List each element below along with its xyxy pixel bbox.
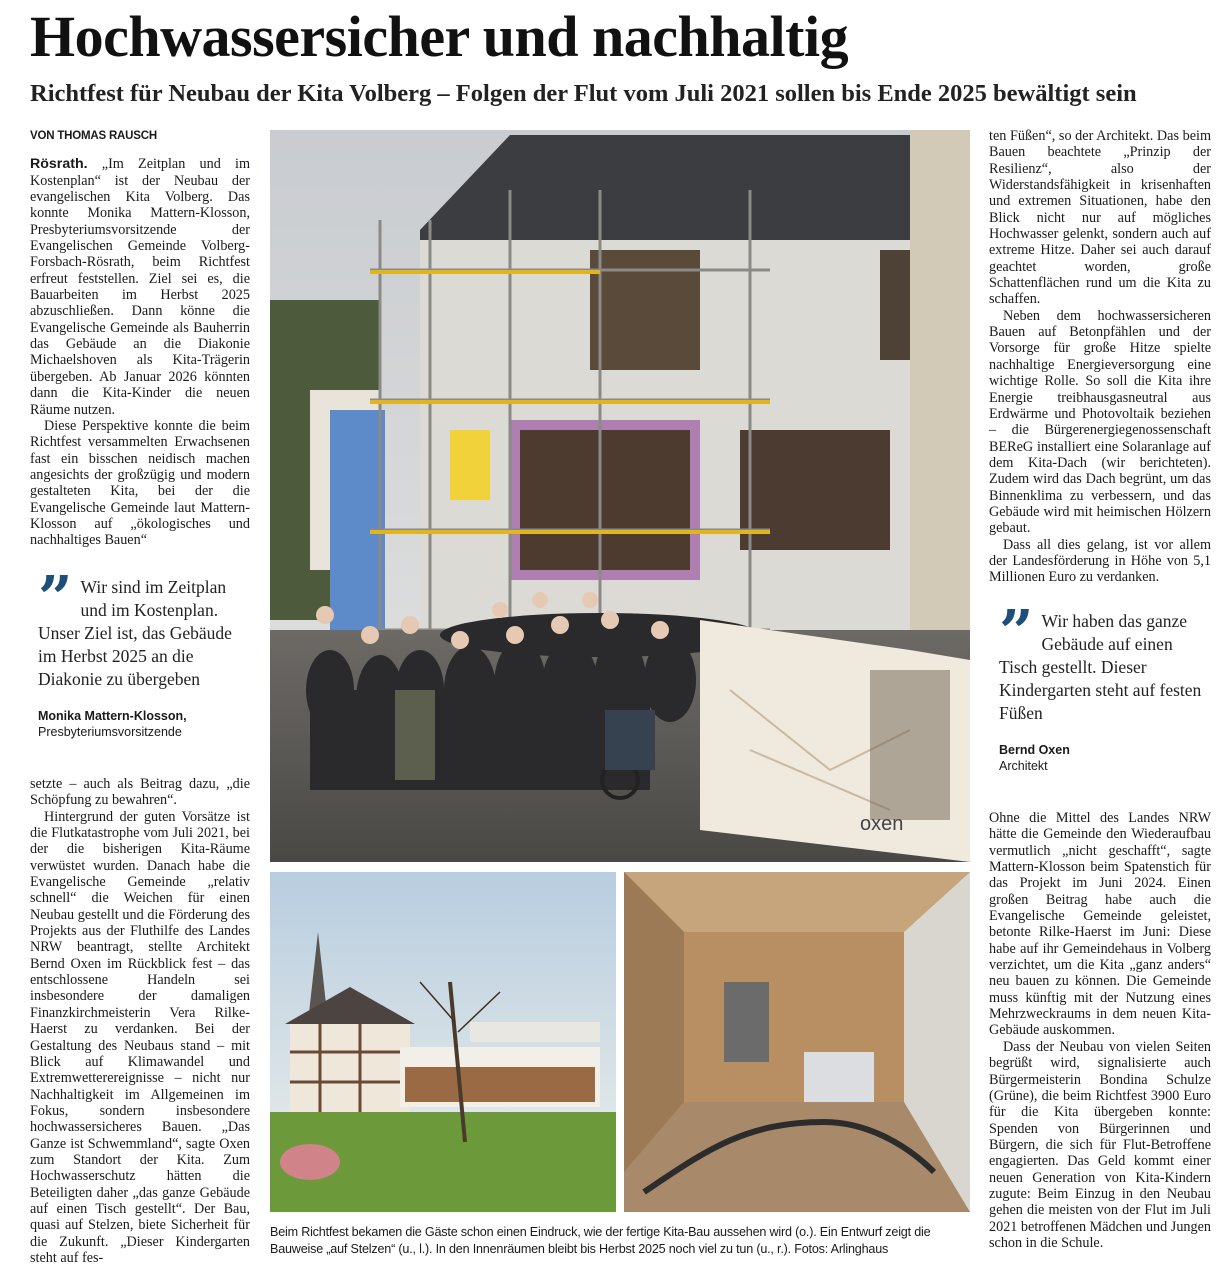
quote-author-role: Architekt: [999, 759, 1048, 773]
paragraph: ten Füßen“, so der Architekt. Das beim Bauen beachtete „Prinzip der Resilienz“, also der Widerstandsfähigkeit in krisenhaften und extremen Situationen, habe den Blick nicht nur auf mögliches Hochwasser gelenkt, sondern auch auf extreme Hitze. Daher sei auch darauf geachtet worden, große Schattenflächen rund um die Kita zu schaffen.: [989, 128, 1211, 308]
left-column-bottom: [30, 776, 250, 1266]
photo-caption: Beim Richtfest bekamen die Gäste schon einen Eindruck, wie der fertige Kita-Bau aussehen wird (o.). Ein Entwurf zeigt die Bauweise „auf Stelzen“ (u., l.). In den Innenräumen bleibt bis Herbst 2025 noch viel zu tun (u., r.). Fotos: Arlinghaus: [270, 1225, 931, 1256]
quote-text: Wir haben das ganze Gebäude auf einen Tisch gestellt. Dieser Kindergarten steht auf festen Füßen: [999, 611, 1202, 723]
main-photo-construction-site: [270, 130, 970, 862]
quote-author-role: Presbyteriumsvorsitzende: [38, 725, 182, 739]
paragraph: setzte – auch als Beitrag dazu, „die Schöpfung zu bewahren“.: [30, 776, 250, 809]
paragraph: Diese Perspektive konnte die beim Richtfest versammelten Erwachsenen fast ein bisschen neidisch machen angesichts der großzügig und modern gestalteten Kita, bei der die Evangelische Gemeinde laut Mattern-Klosson auf „ökologisches und nachhaltiges Bauen“: [30, 417, 250, 549]
pull-quote-left: [38, 564, 250, 739]
quote-author: Monika Mattern-Klosson,: [38, 709, 187, 723]
pull-quote-right: [999, 598, 1211, 773]
photo-interior-construction: [624, 872, 970, 1212]
left-column-top: [30, 128, 250, 549]
photo-illustration: [270, 130, 970, 862]
photo-illustration: [270, 872, 616, 1212]
paragraph-text: „Im Zeitplan und im Kostenplan“ ist der Neubau der evangelischen Kita Volberg. Das konnte Monika Mattern-Klosson, Presbyteriumsvorsitzende der Evangelischen Gemeinde Volberg-Forsbach-Rösrath, beim Richtfest erfreut feststellen. Ziel sei es, die Bauarbeiten im Herbst 2025 abzuschließen. Dann könne die Evangelische Gemeinde als Bauherrin das Gebäude an die Diakonie Michaelshoven als Kita-Trägerin übergeben. Ab Januar 2026 könnten dann die Kita-Kinder die neuen Räume nutzen.: [30, 156, 250, 418]
quote-mark-icon: ”: [999, 598, 1034, 668]
paragraph: Dass all dies gelang, ist vor allem der Landesförderung in Höhe von 5,1 Millionen Euro zu verdanken.: [989, 536, 1211, 586]
dateline: Rösrath.: [30, 156, 88, 173]
banner-logo: oxen: [860, 813, 904, 835]
headline: Hochwassersicher und nachhaltig: [30, 4, 849, 69]
subheadline: Richtfest für Neubau der Kita Volberg – Folgen der Flut vom Juli 2021 sollen bis Ende 2025 bewältigt sein: [30, 80, 1137, 107]
paragraph: Neben dem hochwassersicheren Bauen auf Betonpfählen und der Vorsorge für große Hitze spielte nachhaltige Energieversorgung eine wichtige Rolle. So soll die Kita ihre Energie treibhausgasneutral aus Erdwärme und Photovoltaik beziehen – die Bürgerenergiegenossenschaft BEReG installiert eine Solaranlage auf dem Kita-Dach (wir berichteten). Zudem wird das Dach begrünt, um das Binnenklima zu verbessern, und das Gebäude wird mit heimischen Hölzern gebaut.: [989, 307, 1211, 537]
quote-mark-icon: ”: [38, 564, 73, 634]
paragraph: Hintergrund der guten Vorsätze ist die Flutkatastrophe vom Juli 2021, bei der die bisherigen Kita-Räume verwüstet wurden. Danach habe die Evangelische Gemeinde „relativ schnell“ die Weichen für einen Neubau gestellt und die Förderung des Projekts aus der Fluthilfe des Landes NRW beantragt, stellte Architekt Bernd Oxen im Rückblick fest – das entschlossene Handeln sei insbesondere der damaligen Finanzkirchmeisterin Vera Rilke-Haerst zu verdanken. Bei der Gestaltung des Neubaus stand – mit Blick auf Klimawandel und Extremwetterereignisse – nicht nur Nachhaltigkeit im Allgemeinen im Fokus, sondern insbesondere hochwassersicheres Bauen. „Das Ganze ist Schwemmland“, sagte Oxen zum Standort der Kita. Zum Hochwasserschutz hätten die Beteiligten daher „das ganze Gebäude auf einen Tisch gestellt“. Der Bau, quasi auf Stelzen, biete Sicherheit für die Zukunft. „Dieser Kindergarten steht auf fes-: [30, 808, 250, 1266]
quote-author: Bernd Oxen: [999, 743, 1070, 757]
right-column-bottom: [989, 810, 1211, 1251]
byline: VON THOMAS RAUSCH: [30, 130, 157, 142]
quote-text: Wir sind im Zeitplan und im Kostenplan. Unser Ziel ist, das Gebäude im Herbst 2025 an die Diakonie zu übergeben: [38, 577, 232, 689]
paragraph: Dass der Neubau von vielen Seiten begrüßt wird, signalisierte auch Bürgermeisterin Bondina Schulze (Grüne), die beim Richtfest 3900 Euro für die Kita übergeben konnte: Spenden von Bürgerinnen und Bürgern, die sich für Flut-Betroffene engagierten. Das Geld kommt einer neuen Generation von Kita-Kindern zugute: Beim Einzug in den Neubau gehen die meisten von der Flut im Juli 2021 betroffenen Mädchen und Jungen schon in die Schule.: [989, 1038, 1211, 1251]
right-column-top: [989, 128, 1211, 586]
photo-illustration: [624, 872, 970, 1212]
paragraph: Ohne die Mittel des Landes NRW hätte die Gemeinde den Wiederaufbau vermutlich „nicht geschafft“, sagte Mattern-Klosson beim Spatenstich für das Projekt im Juni 2024. Einen großen Beitrag habe auch die Evangelische Gemeinde geleistet, betonte Rilke-Haerst im Juni: Diese habe auf ihr Gemeindehaus in Volberg verzichtet, um die Kita „ganz anders“ neu bauen zu können. Die Gemeinde muss künftig mit der Nutzung eines Mehrzweckraums in dem neuen Kita-Gebäude auskommen.: [989, 810, 1211, 1039]
photo-architectural-rendering: [270, 872, 616, 1212]
paragraph: [30, 156, 250, 418]
